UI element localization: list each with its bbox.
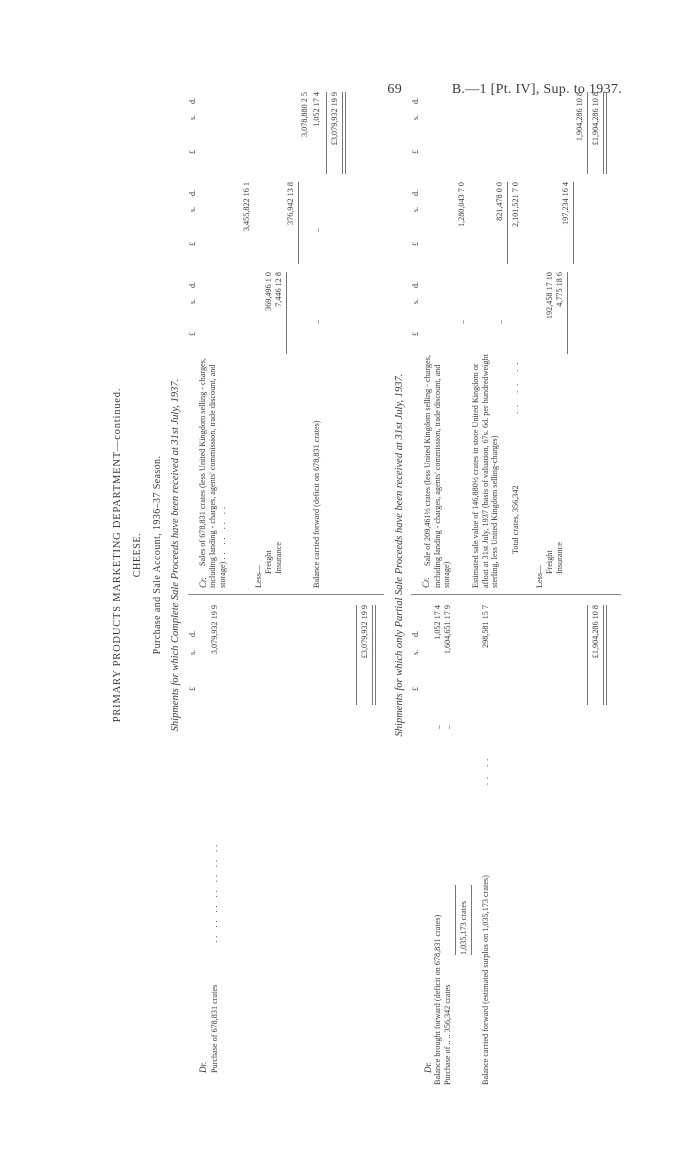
pound-header: £: [410, 687, 420, 691]
account-complete-sales: [188, 25, 384, 1085]
balance-amount: 1,052 17 4: [312, 92, 322, 127]
cr2-total-rule: [587, 92, 588, 174]
purchase-dots: .. .. .. .. .. .. ..: [210, 841, 220, 943]
crates-rule: [455, 885, 456, 955]
surplus-text: Balance carried forward (estimated surplus on 1,035,173 crates): [480, 875, 490, 1085]
cr2-total-double-rule: [603, 92, 607, 174]
pence-header: d.: [188, 98, 198, 104]
net-rule: [298, 182, 299, 264]
shilling-header: s.: [188, 649, 198, 655]
shilling-header: s.: [410, 206, 420, 212]
purchase2-dots: ..: [442, 724, 452, 729]
shilling-header: s.: [410, 298, 420, 304]
account2-credit-side: [411, 24, 621, 595]
pound-header: £: [188, 150, 198, 154]
balance-brought-dots: ..: [432, 724, 442, 729]
pence-header: d.: [188, 190, 198, 196]
estimate-text: Estimated sale value of 146,880½ crates in store United Kingdom or afloat at 31st July, 1937 (basis of valuation, 67s. 6d. per hundredweight sterling, less United Kingdom selling-charges): [470, 354, 500, 588]
cr-label: Cr.: [198, 577, 209, 588]
section1-title: Shipments for which Complete Sale Proceeds have been received at 31st July, 1937.: [169, 378, 181, 732]
pound-header: £: [410, 332, 420, 336]
balance-brought-amount: 1,052 17 4: [432, 605, 442, 640]
account2-debit-side: [410, 595, 600, 1085]
pound-header: £: [188, 687, 198, 691]
est-rule: [507, 182, 508, 264]
pound-header: £: [188, 242, 198, 246]
sales-description: [198, 348, 228, 588]
shilling-header: s.: [188, 206, 198, 212]
dr-label: Dr.: [198, 1061, 209, 1073]
pence-header: d.: [410, 190, 420, 196]
net2-rule: [573, 182, 574, 264]
freight-amount: 369,496 1 0: [264, 272, 274, 311]
account-title: Purchase and Sale Account, 1936–37 Season.: [151, 455, 163, 655]
shilling-header: s.: [410, 114, 420, 120]
sales-dots: .. .. .. ..: [217, 504, 227, 560]
pence-header: d.: [410, 282, 420, 288]
total-crates-text: Total crates, 356,342: [510, 485, 520, 554]
rotated-statement: [110, 25, 670, 1085]
pence-header: d.: [188, 282, 198, 288]
net2-amount: 1,904,286 10 8: [574, 92, 584, 142]
pound-header: £: [410, 150, 420, 154]
purchase-text: Purchase of 678,831 crates: [210, 984, 220, 1073]
estimate-amount: 821,478 0 0: [494, 182, 504, 221]
cr-label: Cr.: [420, 577, 431, 588]
shilling-header: s.: [188, 298, 198, 304]
cr-total: £3,079,932 19 9: [330, 92, 340, 146]
pence-header: d.: [188, 631, 198, 637]
cr-total-double-rule: [342, 92, 346, 174]
balance-text: Balance carried forward (deficit on 678,831 crates): [312, 420, 322, 588]
dr-total-rule: [356, 605, 357, 705]
purchase-amount: 3,079,932 19 9: [210, 605, 220, 655]
sale2-description: [420, 348, 453, 588]
net-amount: 3,078,880 2 5: [300, 92, 310, 138]
sale2-amount: 1,280,043 7 0: [456, 182, 466, 228]
freight2-label: Freight: [544, 550, 554, 574]
balance-brought-text: Balance brought forward (deficit on 678,831 crates): [432, 914, 442, 1085]
less2-rule: [567, 272, 568, 354]
dr2-total-double-rule: [603, 605, 607, 705]
total-crates-amount: 2,101,521 7 0: [510, 182, 520, 228]
account1-debit-side: [188, 595, 370, 1085]
shilling-header: s.: [188, 114, 198, 120]
less-label: Less—: [254, 564, 264, 588]
purchase2-text: Purchase of .. .. 356,342 crates: [442, 984, 452, 1085]
running-title: B.—1 [Pt. IV], Sup. to 1937.: [451, 82, 622, 97]
page-number: 69: [387, 82, 402, 97]
dr-total-double-rule: [372, 605, 376, 705]
balance-dots: ..: [312, 319, 322, 324]
shilling-header: s.: [410, 649, 420, 655]
pence-header: d.: [410, 98, 420, 104]
total-crates-dots: .. .. ..: [510, 357, 520, 414]
cr2-total: £1,904,286 10 8: [590, 92, 600, 146]
less-total: 376,942 13 8: [286, 182, 296, 225]
department-title: PRIMARY PRODUCTS MARKETING DEPARTMENT—continued.: [112, 387, 123, 723]
freight2-amount: 192,458 17 10: [544, 272, 554, 320]
freight-label: Freight: [264, 550, 274, 574]
balance-dots-2: ..: [312, 227, 322, 232]
balance-carried-line: [312, 420, 322, 588]
account1-credit-side: [188, 24, 384, 595]
dr2-total-rule: [587, 605, 588, 705]
section2-title: Shipments for which only Partial Sale Proceeds have been received at 31st July, 1937.: [394, 373, 406, 737]
sale2-text: Sale of 209,461½ crates (less United Kingdom selling - charges, including landing - charges, agents' commission, trade discount, and storage): [422, 355, 452, 588]
insurance-amount: 7,446 12 8: [274, 272, 284, 307]
purchase-line: [210, 842, 220, 1073]
purchase2-amount: 1,604,651 17 9: [442, 605, 452, 655]
dr-total: £3,079,932 19 9: [360, 605, 370, 659]
sales-amount: 3,455,822 16 1: [242, 182, 252, 232]
pence-header: d.: [410, 631, 420, 637]
estimate-dots: ..: [494, 319, 504, 324]
surplus-amount: 298,581 15 7: [480, 605, 490, 648]
account-partial-sales: [411, 25, 621, 1085]
insurance-label: Insurance: [274, 542, 284, 574]
less2-label: Less—: [534, 564, 544, 588]
sales-text: Sales of 678,831 crates (less United Kingdom selling - charges, including landing - charges, agents' commission, trade discount, and storage): [198, 358, 227, 588]
insurance2-amount: 4,775 18 6: [554, 272, 564, 307]
less2-total: 197,234 16 4: [560, 182, 570, 225]
pound-header: £: [188, 332, 198, 336]
less-rule: [286, 272, 287, 354]
crates-rule-2: [471, 885, 472, 955]
dr-label: Dr.: [422, 1061, 433, 1073]
product-title: CHEESE.: [131, 532, 143, 578]
crates-total: 1,035,173 crates: [458, 901, 468, 955]
sale2-dots: ..: [456, 319, 466, 324]
surplus-dots: .. ..: [480, 754, 490, 785]
insurance2-label: Insurance: [554, 542, 564, 574]
cr-total-rule: [326, 92, 327, 174]
pound-header: £: [410, 242, 420, 246]
dr2-total: £1,904,286 10 8: [590, 605, 600, 659]
estimate-description: [471, 348, 501, 588]
